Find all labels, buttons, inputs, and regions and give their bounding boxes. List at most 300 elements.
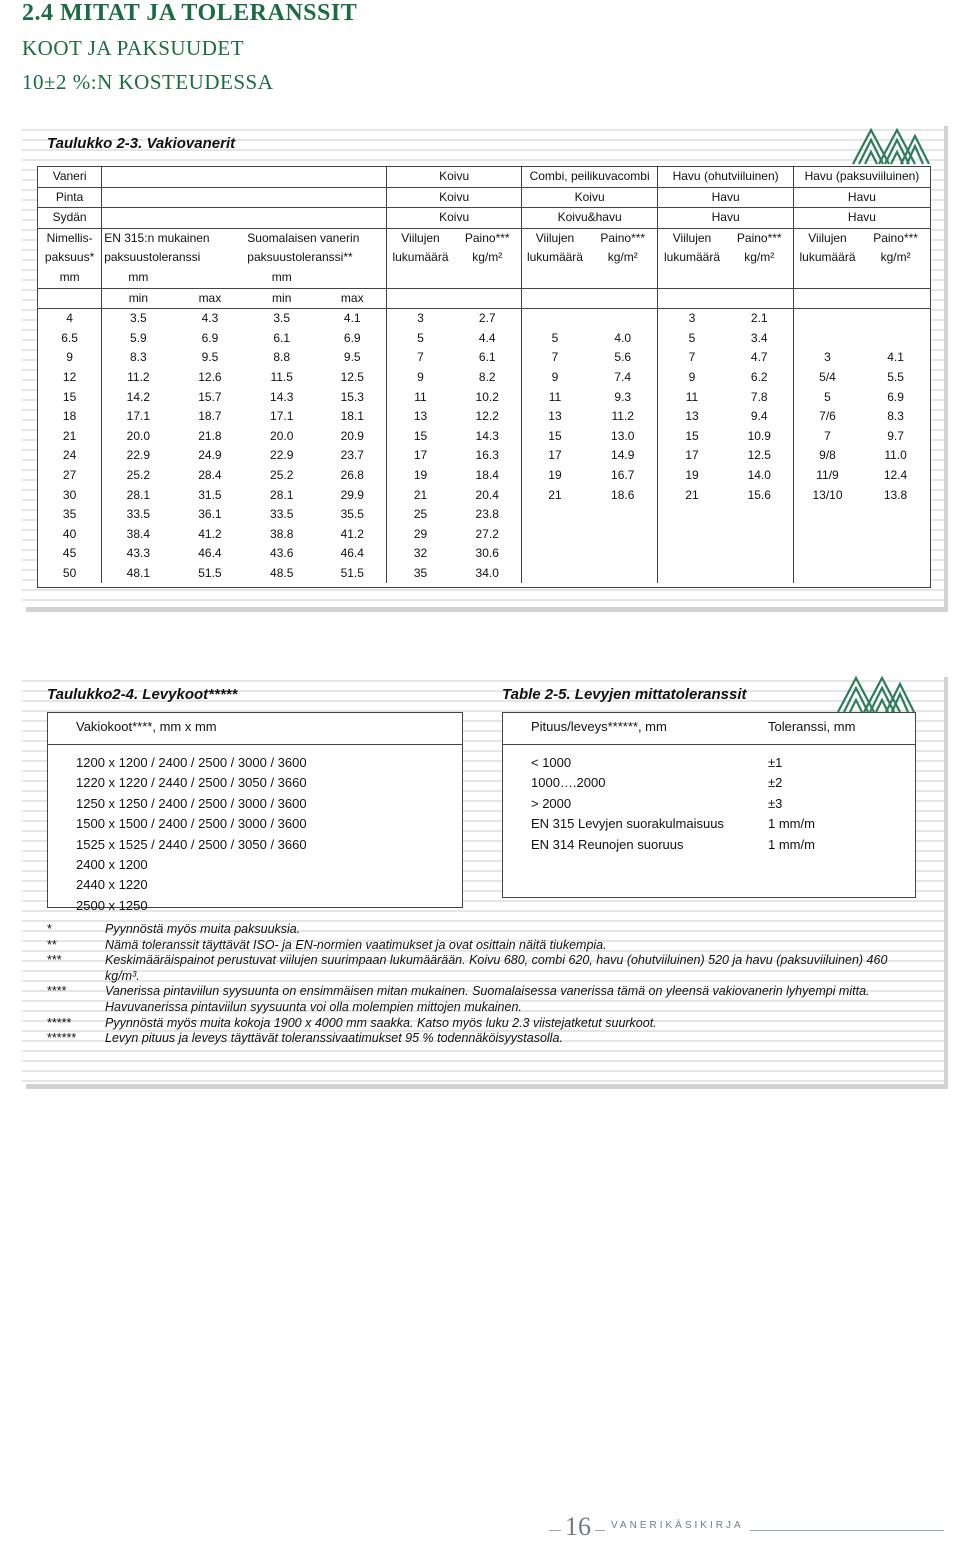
header-cell: mm xyxy=(245,268,318,288)
table-cell: 11/9 xyxy=(816,467,839,482)
table-cell: 25 xyxy=(413,507,428,522)
table-row xyxy=(38,446,930,466)
table2-caption: Taulukko2-4. Levykoot***** xyxy=(47,686,238,703)
page-subtitle-2: 10±2 %:N KOSTEUDESSA xyxy=(22,70,274,94)
table-cell: 17.1 xyxy=(270,409,294,424)
table-cell: 6.1 xyxy=(273,330,291,345)
sizes-header: Vakiokoot****, mm x mm xyxy=(76,719,217,734)
table-cell: 4.1 xyxy=(318,309,387,329)
table-cell: 35.5 xyxy=(318,505,387,525)
header-cell: kg/m² xyxy=(880,250,911,265)
tree-logo-icon xyxy=(851,126,931,166)
table-cell: 3 xyxy=(387,309,454,329)
table-cell: 6.1 xyxy=(454,348,522,368)
page-number: 16 xyxy=(561,1512,595,1542)
table-row xyxy=(38,525,930,545)
table-cell: 18.6 xyxy=(588,486,658,506)
header-cell: max xyxy=(198,290,222,305)
table-cell: 20.9 xyxy=(318,427,387,447)
footnote xyxy=(47,1016,917,1032)
tolerance-row xyxy=(531,794,911,814)
tolerance-row xyxy=(531,773,911,793)
header-row xyxy=(38,288,930,309)
header-cell: Paino*** xyxy=(588,228,658,248)
table-cell: 12.2 xyxy=(454,407,522,427)
table-cell: 45 xyxy=(38,544,102,564)
table-cell: 11.2 xyxy=(588,407,658,427)
footnotes xyxy=(47,922,917,1047)
tolerance-row xyxy=(531,753,911,773)
table-row xyxy=(38,544,930,564)
table-cell: 6.9 xyxy=(887,389,904,404)
table-cell: 30.6 xyxy=(454,544,522,564)
table-cell: 12.4 xyxy=(883,467,908,482)
table3-caption: Table 2-5. Levyjen mittatoleranssit xyxy=(502,686,747,703)
table-cell: 28.1 xyxy=(126,487,151,502)
table-cell xyxy=(726,544,794,564)
header-cell: Paino*** xyxy=(873,230,918,245)
table-row xyxy=(38,388,930,408)
table-cell xyxy=(726,505,794,525)
table-cell: 18 xyxy=(38,407,102,427)
table-cell: 4.7 xyxy=(726,348,794,368)
book-title: VANERIKÄSIKIRJA xyxy=(605,1520,750,1531)
table-cell: 20.0 xyxy=(126,428,151,443)
table-cell: 7 xyxy=(824,428,831,443)
table-cell: 11 xyxy=(685,389,699,404)
footnote-marker: ** xyxy=(47,937,57,952)
table-cell xyxy=(861,309,930,329)
header-cell xyxy=(521,288,588,309)
table-cell: 9 xyxy=(417,369,424,384)
table-cell xyxy=(521,505,588,525)
table-cell: 6.9 xyxy=(318,329,387,349)
table-cell: 18.7 xyxy=(198,409,222,424)
table-cell: 27 xyxy=(38,466,102,486)
table-cell: 11 xyxy=(414,389,427,404)
table-row xyxy=(38,564,930,584)
header-cell: Koivu xyxy=(387,167,521,187)
footnote-text: Keskimääräispainot perustuvat viilujen suurimpaan lukumäärään. Koivu 680, combi 620, havu (ohutviiluinen) 520 ja havu (paksuviiluinen) 460 kg/m³. xyxy=(105,953,888,983)
header-row xyxy=(38,248,930,268)
table-cell: 5.9 xyxy=(130,330,147,345)
table-cell: 12.5 xyxy=(726,446,794,466)
table1-caption: Taulukko 2-3. Vakiovanerit xyxy=(47,135,236,152)
table-cell: 20.0 xyxy=(270,428,294,443)
table-cell: 33.5 xyxy=(270,507,294,522)
table-cell: 13 xyxy=(548,409,562,424)
table-cell: 22.9 xyxy=(126,448,151,463)
table-cell: 7 xyxy=(551,350,559,365)
header-cell: Pinta xyxy=(38,187,102,208)
table-cell: 11 xyxy=(548,389,562,404)
header-cell: lukumäärä xyxy=(663,250,721,265)
table-cell: 16.7 xyxy=(588,466,658,486)
header-cell: Viilujen xyxy=(401,230,440,245)
header-cell xyxy=(861,268,930,288)
tree-logo-icon-2 xyxy=(836,674,916,714)
table-cell: 9.3 xyxy=(588,388,658,408)
header-cell: Vaneri xyxy=(38,167,102,187)
header-cell: Havu xyxy=(793,208,930,229)
header-cell xyxy=(102,208,387,229)
table-cell xyxy=(658,564,726,584)
table-cell: 3 xyxy=(824,350,831,365)
table-cell: 41.2 xyxy=(198,526,222,541)
length-value: < 1000 xyxy=(531,755,572,770)
header-cell: kg/m² xyxy=(726,248,794,268)
plywood-table xyxy=(37,166,931,588)
footnote xyxy=(47,953,917,984)
table-cell: 14.2 xyxy=(126,389,151,404)
table-cell xyxy=(793,564,861,584)
size-row: 1500 x 1500 / 2400 / 2500 / 3000 / 3600 xyxy=(76,816,307,832)
table-cell: 11.2 xyxy=(127,369,150,384)
table-cell xyxy=(588,525,658,545)
tolerance-value: 1 mm/m xyxy=(768,836,815,852)
table-cell: 9/8 xyxy=(819,448,836,463)
header-cell: Havu (ohutviiluinen) xyxy=(658,167,794,187)
table-cell: 4 xyxy=(38,309,102,329)
table-row xyxy=(38,348,930,368)
table-cell: 8.3 xyxy=(130,350,147,365)
header-cell: min xyxy=(272,290,292,305)
size-row: 2400 x 1200 xyxy=(76,856,148,872)
header-cell xyxy=(658,268,726,288)
table-cell xyxy=(861,329,930,349)
size-row: 1250 x 1250 / 2400 / 2500 / 3000 / 3600 xyxy=(76,795,307,811)
table-cell xyxy=(793,544,861,564)
tolerance-rows xyxy=(531,753,911,855)
table-cell xyxy=(588,505,658,525)
table-cell: 2.7 xyxy=(454,309,522,329)
table-cell: 14.0 xyxy=(726,466,794,486)
header-cell xyxy=(588,268,658,288)
tolerance-value: 1 mm/m xyxy=(768,816,815,832)
table-row xyxy=(38,329,930,349)
length-value: > 2000 xyxy=(531,795,572,811)
table-cell xyxy=(588,544,658,564)
table-cell: 15.7 xyxy=(198,389,222,404)
header-cell xyxy=(102,167,387,187)
table-cell xyxy=(861,505,930,525)
table-cell: 10.9 xyxy=(726,427,794,447)
header-cell: Suomalaisen vanerin xyxy=(247,230,360,245)
header-cell: mm xyxy=(38,268,102,288)
table-cell xyxy=(521,564,588,584)
table-cell: 48.1 xyxy=(126,565,151,580)
table-cell xyxy=(521,525,588,545)
table-row xyxy=(38,407,930,427)
size-row: 1200 x 1200 / 2400 / 2500 / 3000 / 3600 xyxy=(76,755,307,770)
table-cell: 5 xyxy=(417,330,424,345)
header-cell: Sydän xyxy=(38,208,102,229)
size-row: 1220 x 1220 / 2440 / 2500 / 3050 / 3660 xyxy=(76,775,307,791)
header-cell: Havu xyxy=(793,187,930,208)
header-cell xyxy=(318,268,387,288)
table-cell: 24.9 xyxy=(198,448,222,463)
header-cell: Koivu xyxy=(521,187,658,208)
header-cell xyxy=(726,288,794,309)
table-cell: 4.3 xyxy=(175,309,246,329)
table-cell: 15 xyxy=(548,428,562,443)
table-cell: 11.0 xyxy=(884,448,907,463)
header-cell: lukumäärä xyxy=(799,250,856,265)
table-cell: 7 xyxy=(417,350,424,365)
table-cell: 13.0 xyxy=(588,427,658,447)
table-cell: 21 xyxy=(548,487,562,502)
header-row xyxy=(38,187,930,208)
header-cell: EN 315:n mukainen xyxy=(104,230,210,245)
table-cell: 4.1 xyxy=(887,350,904,365)
table-cell: 5.6 xyxy=(588,348,658,368)
table-cell: 15 xyxy=(413,428,428,443)
header-cell: Paino*** xyxy=(454,228,522,248)
header-cell xyxy=(726,268,794,288)
header-cell: Koivu xyxy=(387,208,521,229)
footnote-marker: **** xyxy=(47,984,67,999)
table-cell: 9 xyxy=(38,348,102,368)
header-cell: Viilujen xyxy=(808,230,847,245)
footnote-marker: ***** xyxy=(47,1015,72,1030)
table-cell: 18.1 xyxy=(318,407,387,427)
length-value: EN 315 Levyjen suorakulmaisuus xyxy=(531,816,724,832)
table-cell: 30 xyxy=(38,486,102,506)
table-row xyxy=(38,309,930,329)
table-cell: 36.1 xyxy=(198,507,222,522)
table-row xyxy=(38,505,930,525)
table-cell: 9.5 xyxy=(201,350,219,365)
table-cell: 3.5 xyxy=(245,309,318,329)
table-cell: 5/4 xyxy=(819,369,836,384)
page-title: 2.4 MITAT JA TOLERANSSIT xyxy=(22,0,358,26)
header-row xyxy=(38,228,930,248)
header-cell: lukumäärä xyxy=(392,250,449,265)
header-cell: lukumäärä xyxy=(526,250,583,265)
table-cell: 9.7 xyxy=(887,428,904,443)
header-cell: Havu xyxy=(658,187,794,208)
tolerance-row xyxy=(531,835,911,855)
table-cell: 35 xyxy=(38,505,102,525)
table-cell: 9.4 xyxy=(726,407,794,427)
footnote xyxy=(47,1031,917,1047)
header-cell xyxy=(454,288,522,309)
footnote xyxy=(47,984,917,1015)
table-row xyxy=(38,427,930,447)
table-cell: 34.0 xyxy=(454,564,522,584)
table-cell: 9.5 xyxy=(318,348,387,368)
table-cell: 6.9 xyxy=(201,330,219,345)
table-cell: 14.3 xyxy=(454,427,522,447)
table-cell: 6.5 xyxy=(38,329,102,349)
table-cell xyxy=(793,525,861,545)
tolerance-header-1: Pituus/leveys******, mm xyxy=(531,719,667,734)
header-cell: Viilujen xyxy=(672,230,712,245)
table-cell xyxy=(521,544,588,564)
table-cell xyxy=(521,309,588,329)
header-cell: Nimellis- xyxy=(38,228,102,248)
header-cell xyxy=(793,288,861,309)
header-cell xyxy=(102,187,387,208)
header-cell: max xyxy=(318,288,387,309)
tolerance-value: ±3 xyxy=(768,795,783,811)
table-cell: 19 xyxy=(685,467,699,482)
tolerance-row xyxy=(531,814,911,834)
table-cell: 8.3 xyxy=(887,409,904,424)
table-cell: 18.4 xyxy=(454,466,522,486)
table-cell: 29.9 xyxy=(318,486,387,506)
table-cell: 12 xyxy=(38,368,102,388)
table-cell: 13.8 xyxy=(883,487,908,502)
table-cell xyxy=(861,525,930,545)
table-cell: 25.2 xyxy=(126,467,151,482)
page-subtitle: KOOT JA PAKSUUDET xyxy=(22,36,245,60)
header-row xyxy=(38,268,930,288)
table-cell: 51.5 xyxy=(198,565,222,580)
table-cell xyxy=(793,505,861,525)
table-cell: 28.1 xyxy=(270,487,294,502)
table-cell xyxy=(658,525,726,545)
table-cell: 14.9 xyxy=(588,446,658,466)
header-cell: min xyxy=(128,290,149,305)
header-cell xyxy=(387,268,454,288)
length-value: EN 314 Reunojen suoruus xyxy=(531,836,684,852)
page-footer xyxy=(549,1512,944,1552)
header-cell xyxy=(387,288,454,309)
footnote-text: Nämä toleranssit täyttävät ISO- ja EN-normien vaatimukset ja ovat osittain näitä tiukempia. xyxy=(105,937,607,952)
footnote-text: Pyynnöstä myös muita paksuuksia. xyxy=(105,922,301,936)
table-cell: 2.1 xyxy=(726,309,794,329)
table-cell: 29 xyxy=(413,526,428,541)
table-cell: 23.7 xyxy=(318,446,387,466)
table-cell: 5 xyxy=(688,330,696,345)
table-cell: 7 xyxy=(688,350,696,365)
table-cell xyxy=(658,544,726,564)
table-cell: 3 xyxy=(658,309,726,329)
table-cell: 21 xyxy=(413,487,428,502)
table-cell: 31.5 xyxy=(198,487,222,502)
header-cell: Havu (paksuviiluinen) xyxy=(793,167,930,187)
header-cell: paksuustoleranssi xyxy=(104,250,201,265)
table-cell xyxy=(793,329,861,349)
table-cell: 26.8 xyxy=(318,466,387,486)
tolerance-header-2: Toleranssi, mm xyxy=(768,719,856,734)
table-cell: 21.8 xyxy=(198,428,222,443)
table-cell: 13 xyxy=(413,409,428,424)
table-cell xyxy=(588,309,658,329)
table-cell: 32 xyxy=(413,546,428,561)
table-cell: 40 xyxy=(38,525,102,545)
table-cell: 21 xyxy=(685,487,699,502)
table-cell: 13 xyxy=(685,409,699,424)
footnote-text: Pyynnöstä myös muita kokoja 1900 x 4000 mm saakka. Katso myös luku 2.3 viistejatketut suurkoot. xyxy=(105,1015,657,1030)
header-cell: kg/m² xyxy=(588,248,658,268)
table-cell: 46.4 xyxy=(318,544,387,564)
table-cell: 5.5 xyxy=(887,369,904,384)
table-cell: 48.5 xyxy=(270,565,294,580)
table-cell xyxy=(861,544,930,564)
header-cell xyxy=(658,288,726,309)
table-cell: 7.8 xyxy=(726,388,794,408)
size-row: 1525 x 1525 / 2440 / 2500 / 3050 / 3660 xyxy=(76,836,307,852)
table-cell: 12.5 xyxy=(318,368,387,388)
footnote-marker: ****** xyxy=(47,1031,77,1046)
table-cell: 13/10 xyxy=(812,487,843,502)
table-cell: 8.8 xyxy=(273,350,291,365)
sizes-rows xyxy=(76,753,307,916)
header-cell xyxy=(521,268,588,288)
table-cell: 15.6 xyxy=(726,486,794,506)
header-cell: paksuus* xyxy=(38,248,102,268)
table-cell xyxy=(726,564,794,584)
header-cell xyxy=(454,268,522,288)
header-cell: mm xyxy=(102,268,175,288)
table-row xyxy=(38,486,930,506)
table-cell: 4.4 xyxy=(454,329,522,349)
table-cell: 43.6 xyxy=(270,546,294,561)
tolerance-table xyxy=(502,712,916,898)
table-cell: 6.2 xyxy=(726,368,794,388)
table-cell: 9 xyxy=(688,369,696,384)
header-cell: Combi, peilikuvacombi xyxy=(521,167,658,187)
table-cell: 38.8 xyxy=(270,526,294,541)
table-cell: 43.3 xyxy=(126,546,151,561)
table-cell: 5 xyxy=(824,389,831,404)
table-row xyxy=(38,466,930,486)
header-cell xyxy=(175,268,246,288)
divider xyxy=(503,744,915,745)
table-cell xyxy=(726,525,794,545)
header-row xyxy=(38,208,930,229)
table-cell: 41.2 xyxy=(318,525,387,545)
footnote-marker: *** xyxy=(47,953,62,968)
table-cell: 50 xyxy=(38,564,102,584)
sizes-table xyxy=(47,712,463,913)
header-cell: Koivu&havu xyxy=(521,208,658,229)
table-cell: 21 xyxy=(38,427,102,447)
header-cell: kg/m² xyxy=(454,248,522,268)
header-cell: Viilujen xyxy=(535,230,575,245)
table-cell: 3.5 xyxy=(102,309,175,329)
table-cell: 5 xyxy=(551,330,559,345)
table-cell: 46.4 xyxy=(198,546,222,561)
table-cell: 4.0 xyxy=(588,329,658,349)
header-row xyxy=(38,167,930,187)
table-cell: 17 xyxy=(685,448,699,463)
footnote-text: Levyn pituus ja leveys täyttävät toleranssivaatimukset 95 % todennäköisyystasolla. xyxy=(105,1031,563,1046)
table-cell: 8.2 xyxy=(454,368,522,388)
table-cell: 15 xyxy=(685,428,699,443)
header-cell: Havu xyxy=(658,208,794,229)
table-cell: 7/6 xyxy=(819,409,836,424)
tolerance-value: ±1 xyxy=(768,755,783,770)
table-cell: 7.4 xyxy=(588,368,658,388)
table-cell: 35 xyxy=(413,565,428,580)
table-cell: 19 xyxy=(548,467,562,482)
table-cell: 24 xyxy=(38,446,102,466)
table-cell xyxy=(793,309,861,329)
footnote-marker: * xyxy=(47,922,52,936)
table-cell: 17 xyxy=(413,448,428,463)
table-cell: 25.2 xyxy=(270,467,294,482)
table-cell: 9 xyxy=(551,369,559,384)
table-cell xyxy=(588,564,658,584)
header-cell xyxy=(793,268,861,288)
header-cell: paksuustoleranssi** xyxy=(247,250,353,265)
header-cell xyxy=(588,288,658,309)
table-cell: 28.4 xyxy=(198,467,222,482)
footnote xyxy=(47,938,917,954)
